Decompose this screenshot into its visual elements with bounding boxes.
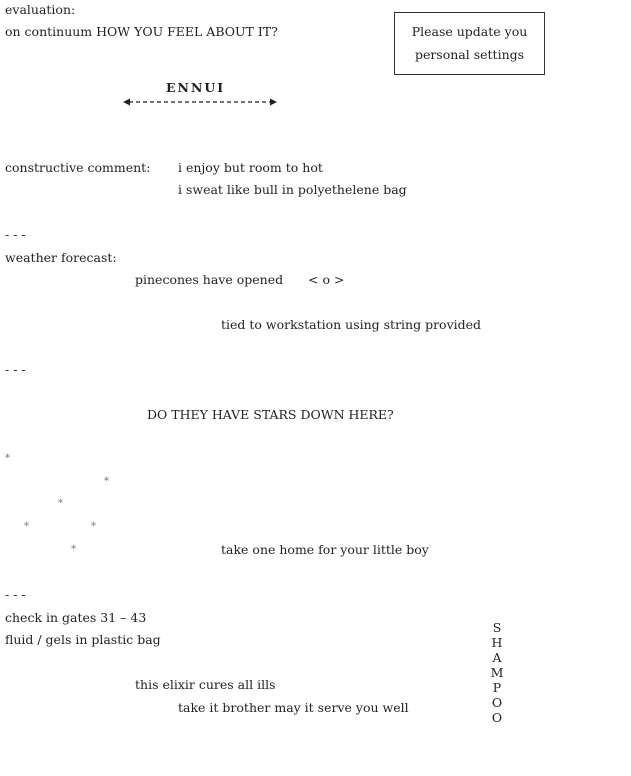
star-icon: * [71, 544, 76, 555]
arrow-right-icon [270, 99, 277, 106]
vertical-letter: A [492, 650, 502, 665]
ennui-scale-label: ENNUI [166, 80, 226, 95]
weather-label: weather forecast: [5, 250, 117, 265]
vertical-letter: P [492, 680, 502, 695]
continuum-question: on continuum HOW YOU FEEL ABOUT IT? [5, 24, 278, 39]
vertical-letter: M [490, 665, 504, 680]
star-icon: * [5, 453, 10, 464]
update-settings-button[interactable] [394, 12, 545, 75]
settings-line-2: personal settings [414, 47, 525, 62]
vertical-word-shampoo [490, 620, 504, 725]
evaluation-label: evaluation: [5, 2, 76, 17]
weather-line-1: pinecones have opened [135, 272, 284, 287]
settings-line-1: Please update you [411, 24, 528, 39]
vertical-letter: S [492, 620, 502, 635]
separator: - - - [5, 587, 26, 602]
vertical-letter: O [491, 695, 503, 710]
ennui-scale-slider[interactable] [122, 96, 278, 108]
weather-symbol: < o > [308, 272, 345, 287]
separator: - - - [5, 227, 26, 242]
checkin-line-2: fluid / gels in plastic bag [5, 632, 161, 647]
separator: - - - [5, 362, 26, 377]
star-icon: * [104, 476, 109, 487]
checkin-line-1: check in gates 31 – 43 [5, 610, 147, 625]
checkin-line-3: this elixir cures all ills [135, 677, 276, 692]
vertical-letter: H [491, 635, 503, 650]
star-icon: * [58, 498, 63, 509]
star-icon: * [24, 521, 29, 532]
stars-heading: DO THEY HAVE STARS DOWN HERE? [147, 407, 394, 422]
stars-caption: take one home for your little boy [221, 542, 429, 557]
star-icon: * [91, 521, 96, 532]
weather-line-2: tied to workstation using string provided [221, 317, 482, 332]
comment-label: constructive comment: [5, 160, 151, 175]
comment-line-1: i enjoy but room to hot [178, 160, 323, 175]
checkin-line-4: take it brother may it serve you well [178, 700, 409, 715]
comment-line-2: i sweat like bull in polyethelene bag [178, 182, 407, 197]
arrow-left-icon [123, 99, 130, 106]
vertical-letter: O [491, 710, 503, 725]
